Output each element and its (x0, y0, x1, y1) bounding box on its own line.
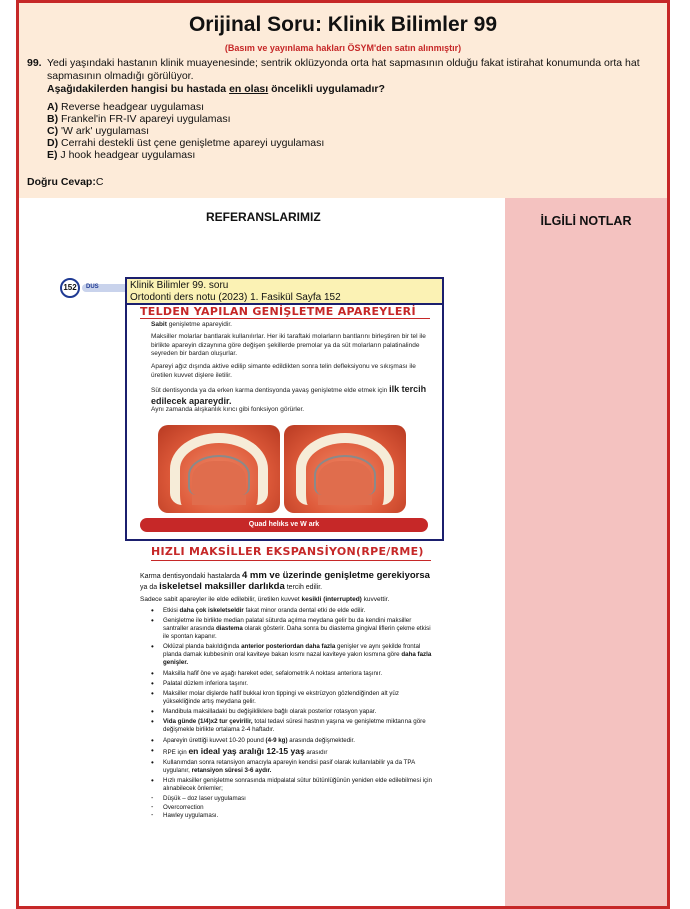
photo-caption: Quad helıks ve W ark (140, 518, 428, 532)
reference-line-1: Klinik Bilimler 99. soru (130, 280, 229, 291)
option-letter: B) (47, 113, 59, 125)
bullet-item: • Maksiller molar dişlerde hafif bukkal kron tippingi ve ekstrüzyon gözlendiğinden alt yüz yüksekliğinde artış meydana gelir. (149, 690, 435, 706)
bullet-item: • Vida günde (1/4)x2 tur çevirilir, total tedavi süresi hastnın yaşına ve genişletme miktarına göre değişmekle birlikte ortalama 2-4 haftadır. (149, 718, 435, 734)
dash-item: - Düşük – doz laser uygulaması (149, 795, 435, 803)
notes-title: İLGİLİ NOTLAR (540, 214, 632, 228)
s1-paragraph-1: Maksiller molarlar bantlarak kullanılırlar. Her iki taraftaki molarların bantlarını birleştiren bir tel ile birlikte apareyin dizaynına göre değişen şekillerde premolar ya da süt molarların palatinalinde seyreden bir bardan oluşurlar. (151, 333, 426, 357)
option-text: Reverse headgear uygulaması (61, 101, 205, 113)
s1-heading-bold: Sabit (151, 321, 167, 328)
references-title: REFERANSLARIMIZ (206, 210, 321, 224)
option-d (47, 137, 324, 149)
bullet-item: • Mandibula maksilladaki bu değişikliklere bağlı olarak posterior rotasyon yapar. (149, 708, 435, 716)
option-text: Frankel'in FR-IV apareyi uygulaması (61, 113, 231, 125)
intro-pre: Karma dentisyondaki hastalarda (140, 573, 242, 580)
reference-line-2: Ortodonti ders notu (2023) 1. Fasikül Sayfa 152 (130, 292, 341, 303)
correct-answer (27, 176, 103, 188)
s1-p3-emphasis: ilk tercih edilecek apareydir. (151, 384, 427, 406)
section2-rule (151, 560, 431, 561)
answer-value: C (95, 176, 104, 188)
question-header (16, 0, 670, 198)
option-text: Cerrahi destekli üst çene genişletme apareyi uygulaması (61, 137, 325, 149)
question-ask (47, 83, 657, 96)
option-e (47, 149, 324, 161)
s1-heading-rest: genişletme apareyidir. (166, 321, 232, 328)
intro-mid: ya da (140, 584, 160, 591)
bullet-item: • Etkisi daha çok iskeletseldir fakat minor oranda dental etki de elde edilir. (149, 607, 435, 615)
page-title: Orijinal Soru: Klinik Bilimler 99 (188, 13, 498, 36)
bullet-item: • Kullanımdan sonra retansiyon amacıyla apareyin kendisi pasif olarak kullanılabilir ya da TPA uygulanır, retansiyon süresi 3-6 aydır. (149, 759, 435, 775)
force-bold: kesikli (interrupted) (301, 596, 362, 603)
question-text: Yedi yaşındaki hastanın klinik muayenesinde; sentrik oklüzyonda orta hat sapmasının olduğu fakat istirahat konumunda orta hat sapmasının olmadığı görülüyor. (47, 57, 640, 82)
reference-box-header (127, 279, 442, 305)
option-text: 'W ark' uygulaması (61, 125, 150, 137)
page-bar-label: DUS (86, 284, 99, 290)
option-letter: C) (47, 125, 59, 137)
bullet-item: • Hızlı maksiller genişletme sonrasında midpalatal sütur bütünlüğünün yeniden elde edilebilmesi için alınabilecek önlemler; (149, 777, 435, 793)
notes-panel (505, 198, 667, 906)
bullet-item: • Apareyin ürettiği kuvvet 10-20 pound (4-9 kg) arasında değişmektedir. (149, 737, 435, 745)
options-list (47, 101, 324, 161)
bullet-item: • Genişletme ile birlikte median palatal süturda açılma meydana gelir bu da kendini maksiller santraller arasında diastema olarak gösterir. Daha sonra bu diastema gingival liflerin çekme etkisi ile spontan kapanır. (149, 617, 435, 641)
section2-title: HIZLI MAKSİLLER EKSPANSİYON(RPE/RME) (151, 545, 424, 558)
intro-emphasis-2: iskeletsel maksiller darlıkda (159, 581, 285, 592)
intro-emphasis-1: 4 mm ve üzerinde genişletme gerekiyorsa (241, 570, 430, 581)
s1-p3-pre: Süt dentisyonda ya da erken karma dentisyonda yavaş genişletme elde etmek için (151, 387, 390, 394)
option-b (47, 113, 324, 125)
section2-intro (140, 570, 435, 592)
section2-force-note (140, 596, 435, 604)
bullet-item: • Palatal düzlem inferiora taşınır. (149, 680, 435, 688)
option-letter: A) (47, 101, 59, 113)
page-number: 152 (60, 278, 80, 298)
s1-paragraph-4: Aynı zamanda alışkanlık kırıcı gibi fonksiyon görürler. (151, 406, 305, 413)
question-block (27, 57, 657, 96)
answer-label: Doğru Cevap: (27, 176, 96, 188)
bullet-item: • Oklüzal planda bakıldığında anterior posteriordan daha fazla genişler ve aynı şekilde frontal planda damak kubbesinin oral kaviteye bakan kısmı nazal kaviteye yakın kısmına göre daha fazla genişler. (149, 643, 435, 667)
ask-pre: Aşağıdakilerden hangisi bu hastada (47, 83, 230, 95)
force-post: kuvvettir. (361, 596, 390, 603)
rpe-bullet-list (149, 607, 435, 821)
bullet-item: • RPE için en ideal yaş aralığı 12-15 yaş arasıdır (149, 747, 435, 757)
section1-title: TELDEN YAPILAN GENİŞLETME APAREYLERİ (140, 305, 416, 318)
dash-item: - Overcorrection (149, 804, 435, 812)
force-pre: Sadece sabit apareyler ile elde edilebilir, üretilen kuvvet (140, 596, 302, 603)
option-text: J hook headgear uygulaması (60, 149, 196, 161)
dash-item: - Hawley uygulaması. (149, 812, 435, 820)
intro-post: tercih edilir. (284, 584, 323, 591)
option-c (47, 125, 324, 137)
option-letter: E) (47, 149, 58, 161)
ask-underline: en olası (229, 83, 269, 95)
copyright-note: (Basım ve yayınlama hakları ÖSYM'den satın alınmıştır) (224, 43, 462, 53)
ask-post: öncelikli uygulamadır? (268, 83, 385, 95)
s1-paragraph-2: Apareyi ağız dışında aktive edilip simante edildikten sonra telin defleksiyonu ve sıkışması ile üretilen kuvvet dişlere iletilir. (151, 363, 416, 379)
reference-highlight-box (125, 277, 444, 541)
option-letter: D) (47, 137, 59, 149)
option-a (47, 101, 324, 113)
question-number: 99. (27, 57, 42, 69)
bullet-item: • Maksilla hafif öne ve aşağı hareket eder, sefalometrik A noktası anteriora taşınır. (149, 670, 435, 678)
